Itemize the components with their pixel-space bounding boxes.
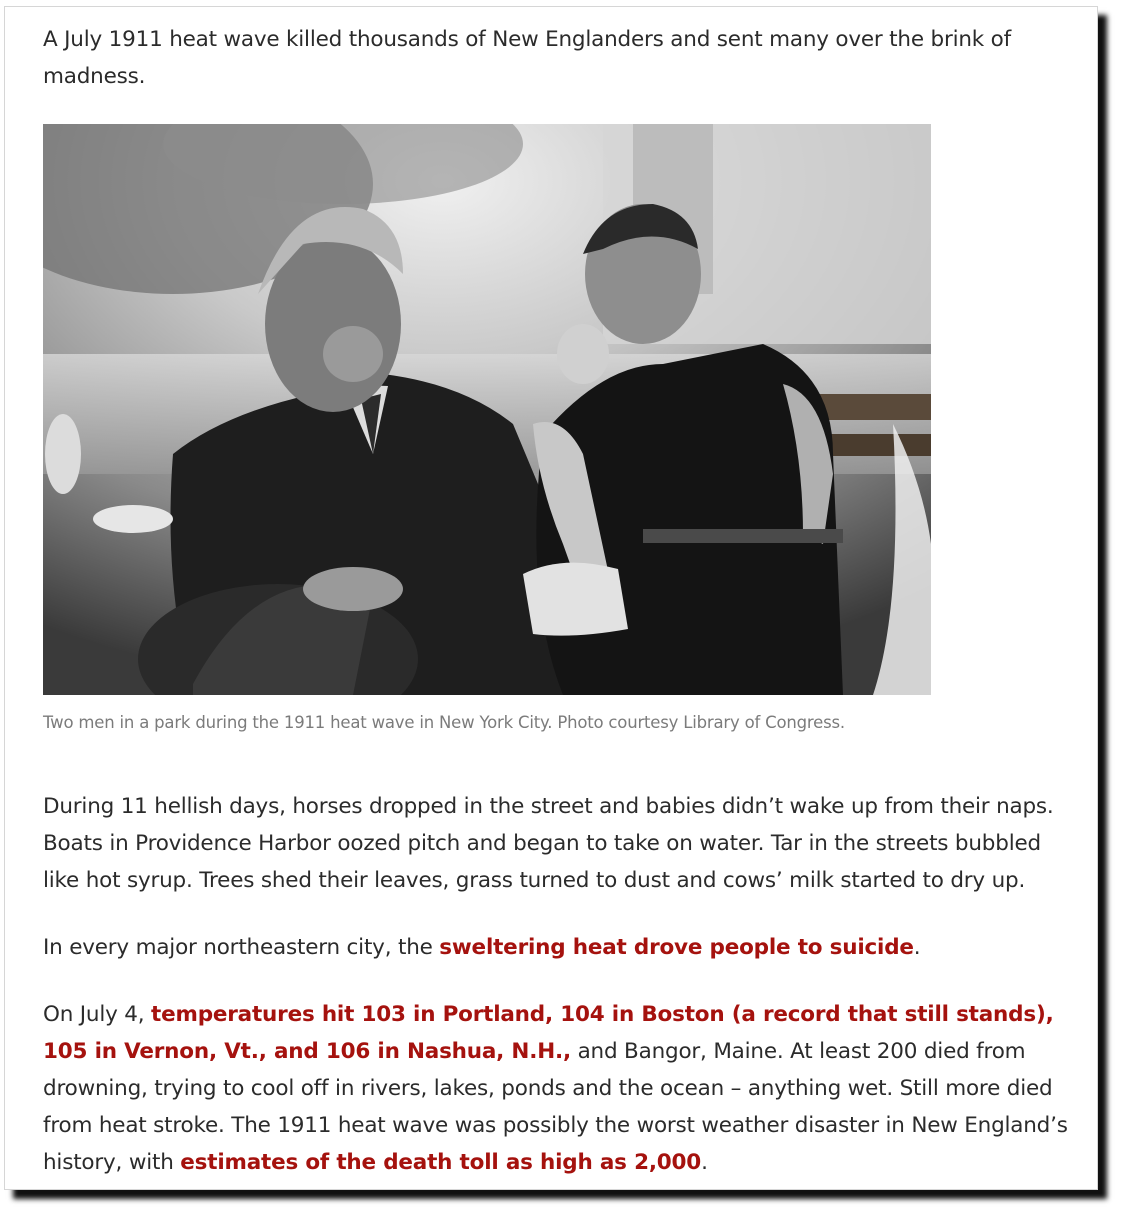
paragraph-hellish-days: During 11 hellish days, horses dropped in the street and babies didn’t wake up from their naps. Boats in Providence Harbor oozed pitch and began to take on water. Tar in the streets bubbled like hot syrup. Trees shed their leaves, grass turned to dust and cows’ milk started to dry up.	[43, 794, 1054, 893]
text-segment: .	[913, 935, 921, 960]
paragraph-suicide	[43, 929, 1083, 966]
link-death-toll[interactable]: estimates of the death toll as high as 2,000	[180, 1150, 702, 1175]
text-segment: and Bangor, Maine. At least 200 died from drowning, trying to cool off in rivers, lakes, ponds and the ocean – anything wet. Still more died from heat stroke. The 1911 heat wave was possibly the worst weather disaster in New England’s history, with	[43, 1039, 1068, 1175]
paragraph-temperatures	[43, 996, 1083, 1181]
photo-caption: Two men in a park during the 1911 heat wave in New York City. Photo courtesy Library of Congress.	[43, 713, 845, 732]
article-body	[43, 21, 1083, 1181]
photo-illustration	[43, 124, 931, 695]
text-segment: .	[701, 1150, 708, 1175]
article-card	[4, 6, 1098, 1190]
text-segment: On July 4,	[43, 1002, 152, 1027]
text-segment: In every major northeastern city, the	[43, 935, 440, 960]
heat-wave-photo	[43, 124, 931, 695]
link-suicide[interactable]: sweltering heat drove people to suicide	[439, 935, 914, 960]
link-temperatures[interactable]: temperatures hit 103 in Portland, 104 in Boston (a record that still stands), 105 in Vernon, Vt., and 106 in Nashua, N.H.,	[43, 1002, 1054, 1064]
intro-paragraph: A July 1911 heat wave killed thousands of New Englanders and sent many over the brink of madness.	[43, 27, 1011, 89]
